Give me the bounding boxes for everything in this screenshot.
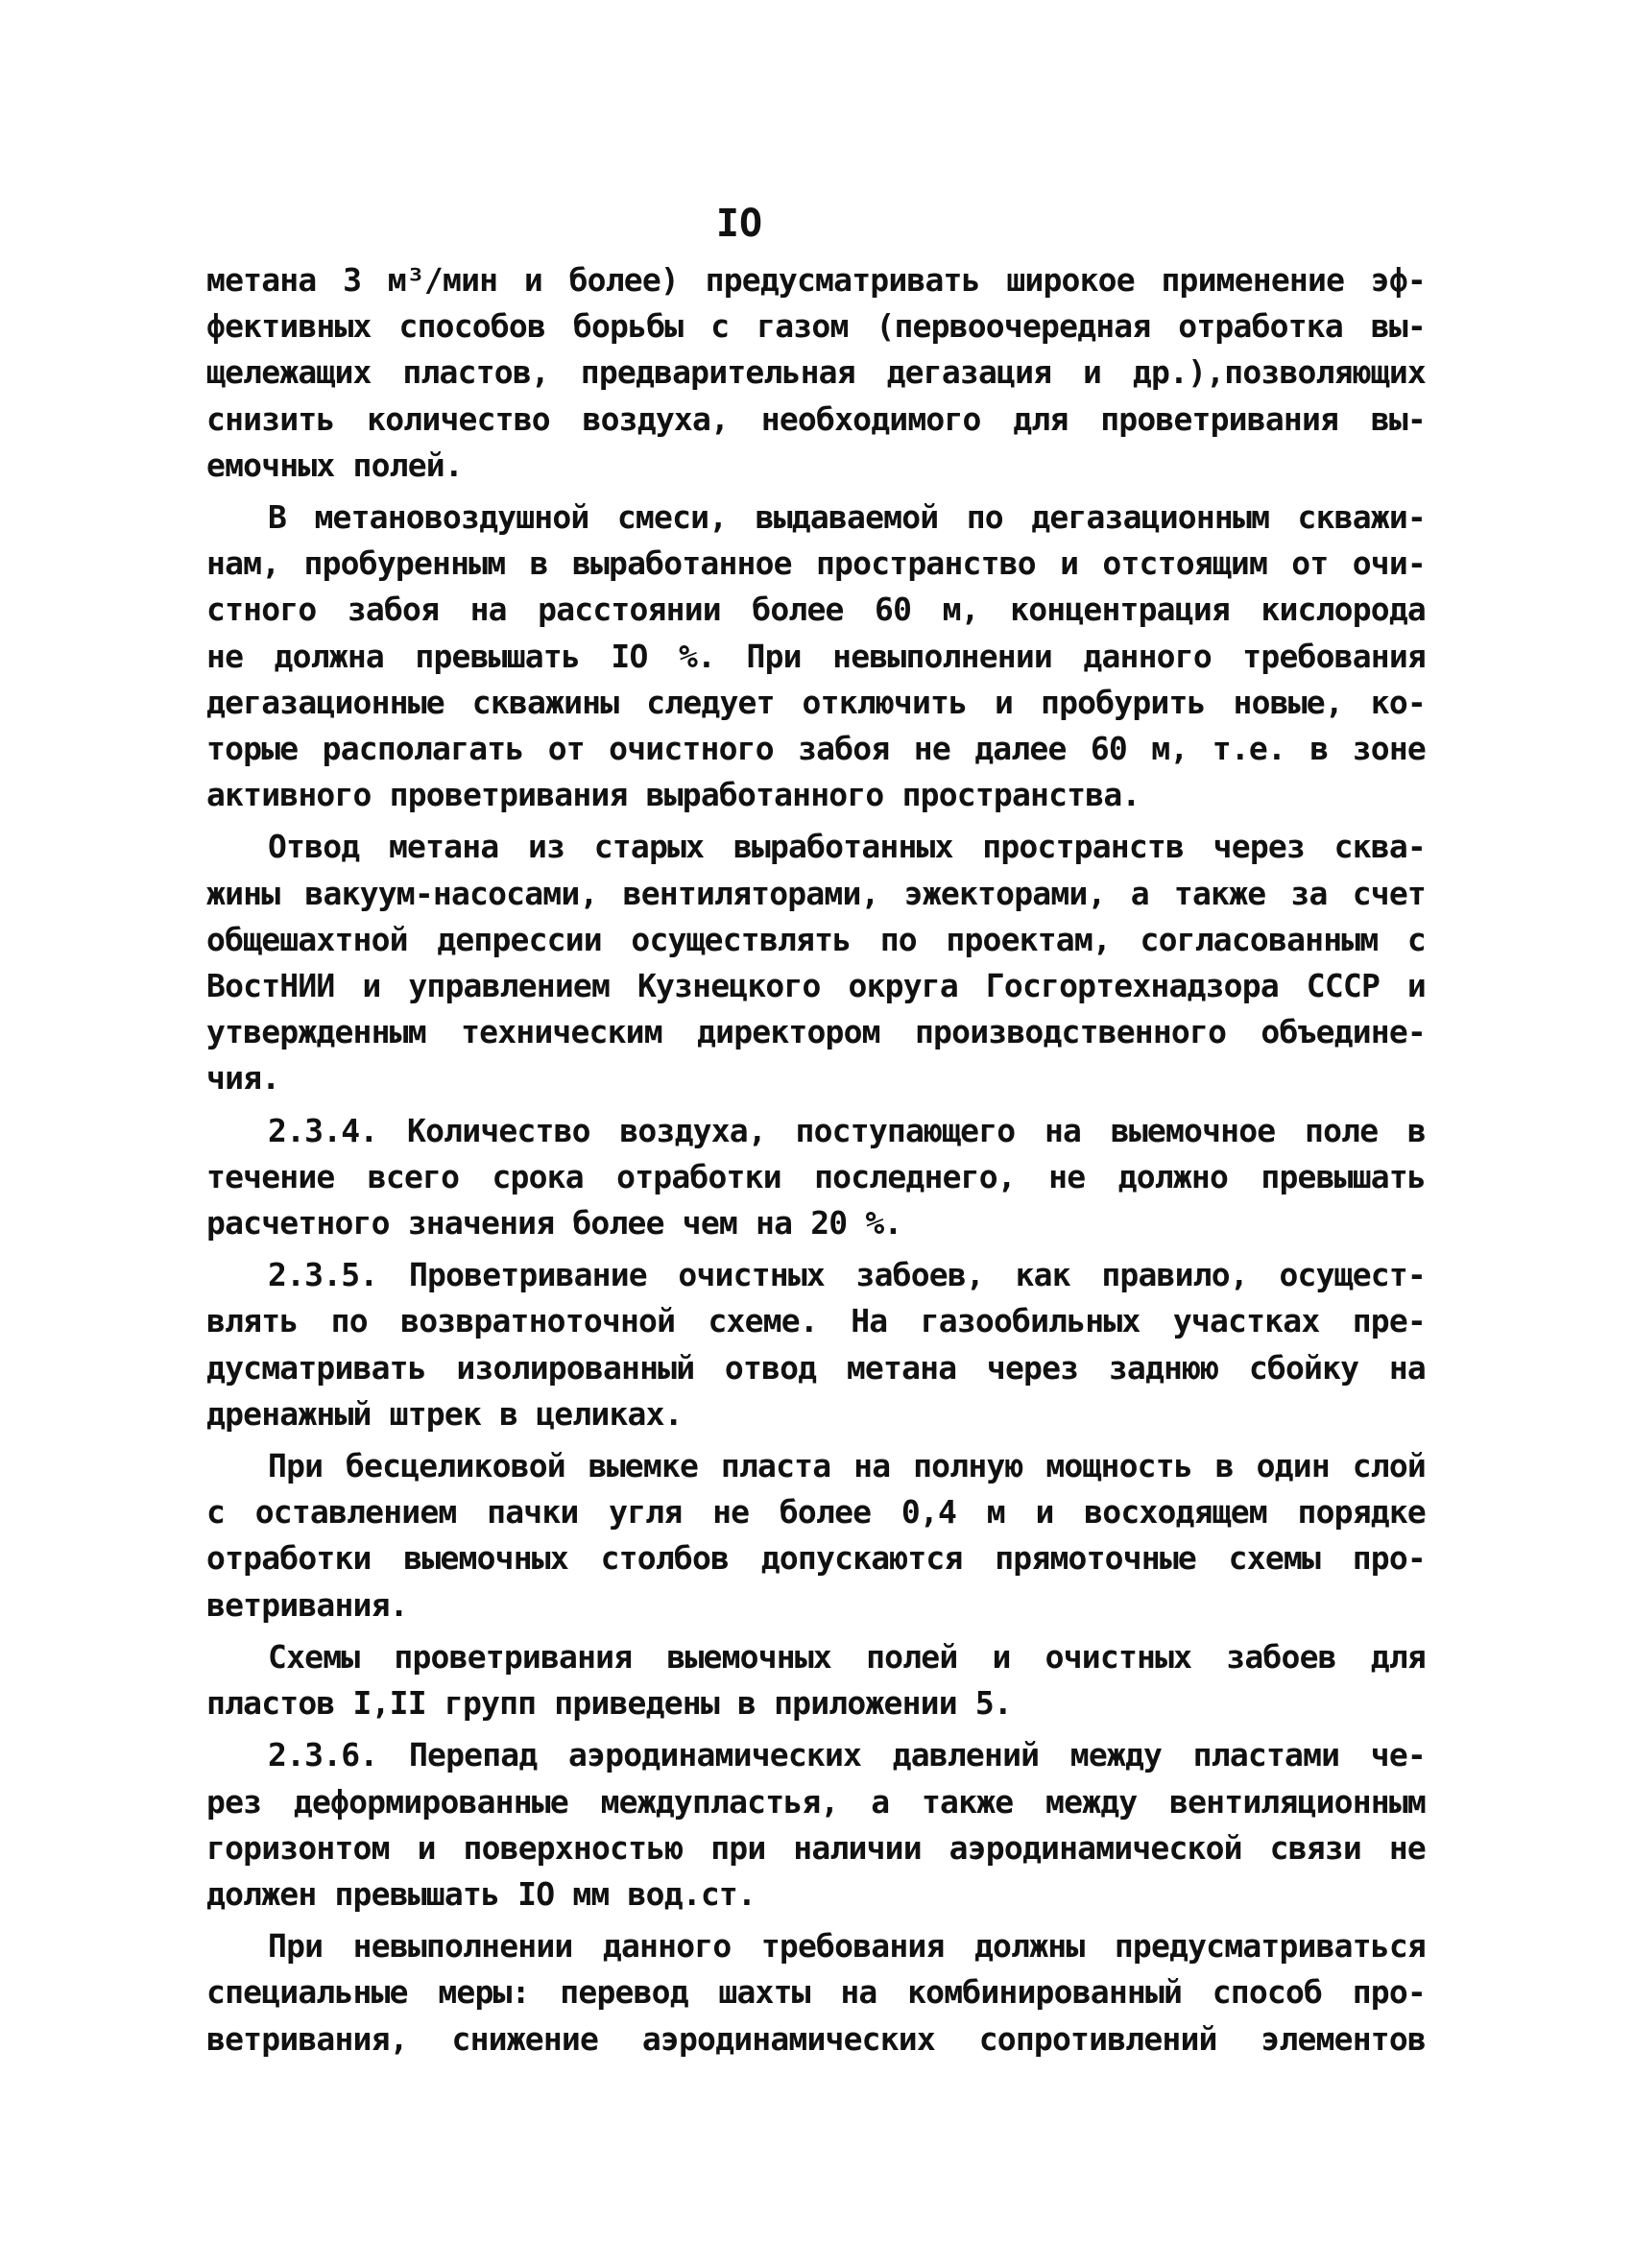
text-line: течение всего срока отработки последнего, не должно превышать [206,1157,1426,1195]
text-line: пластов I,II групп приведены в приложении 5. [206,1684,1012,1723]
paragraph-7 [206,1634,1426,1726]
text-line: 2.3.5. Проветривание очистных забоев, как правило, осущест- [268,1256,1426,1294]
paragraph-9 [206,1923,1426,2063]
text-line: снизить количество воздуха, необходимого для проветривания вы- [206,399,1426,438]
text-line: ВостНИИ и управлением Кузнецкого округа Госгортехнадзора СССР и [206,967,1426,1005]
page-number: IO [715,202,763,246]
text-line: чия. [206,1059,280,1098]
text-line: фективных способов борьбы с газом (первоочередная отработка вы- [206,307,1426,346]
text-line: 2.3.4. Количество воздуха, поступающего на выемочное поле в [268,1111,1426,1149]
text-line: специальные меры: перевод шахты на комбинированный способ про- [206,1973,1426,2012]
body-text [206,257,1426,2063]
text-line: торые располагать от очистного забоя не далее 60 м, т.е. в зоне [206,730,1426,768]
text-line: общешахтной депрессии осуществлять по проектам, согласованным с [206,920,1426,958]
text-line: Отвод метана из старых выработанных пространств через сква- [268,828,1426,866]
text-line: рез деформированные междупластья, а также между вентиляционным [206,1782,1426,1821]
text-line: метана 3 м³/мин и более) предусматривать широкое применение эф- [206,261,1426,299]
text-line: При бесцеликовой выемке пласта на полную мощность в один слой [268,1447,1426,1485]
paragraph-6 [206,1443,1426,1629]
text-line: ветривания, снижение аэродинамических сопротивлений элементов [206,2019,1426,2058]
text-line: В метановоздушной смеси, выдаваемой по дегазационным скважи- [268,498,1426,537]
paragraph-1 [206,257,1426,489]
paragraph-4 [206,1108,1426,1247]
text-line: горизонтом и поверхностью при наличии аэродинамической связи не [206,1828,1426,1867]
text-line: отработки выемочных столбов допускаются прямоточные схемы про- [206,1539,1426,1578]
text-line: активного проветривания выработанного пространства. [206,776,1141,814]
text-line: утвержденным техническим директором производственного объедине- [206,1013,1426,1051]
text-line: 2.3.6. Перепад аэродинамических давлений между пластами че- [268,1736,1426,1774]
text-line: ветривания. [206,1585,408,1624]
text-line: расчетного значения более чем на 20 %. [206,1204,902,1243]
text-line: емочных полей. [206,446,463,484]
paragraph-3 [206,824,1426,1101]
text-line: нам, пробуренным в выработанное пространство и отстоящим от очи- [206,544,1426,583]
text-line: дусматривать изолированный отвод метана через заднюю сбойку на [206,1348,1426,1387]
text-line: При невыполнении данного требования должны предусматриваться [268,1927,1426,1966]
text-line: Схемы проветривания выемочных полей и очистных забоев для [268,1637,1426,1676]
text-line: дегазационные скважины следует отключить и пробурить новые, ко- [206,683,1426,721]
text-line: должен превышать IO мм вод.ст. [206,1874,756,1913]
text-line: стного забоя на расстоянии более 60 м, концентрация кислорода [206,591,1426,629]
paragraph-8 [206,1732,1426,1918]
text-line: щележащих пластов, предварительная дегазация и др.),позволяющих [206,353,1426,392]
text-line: жины вакуум-насосами, вентиляторами, эжекторами, а также за счет [206,874,1426,912]
text-line: с оставлением пачки угля не более 0,4 м и восходящем порядке [206,1493,1426,1532]
text-line: дренажный штрек в целиках. [206,1394,683,1433]
paragraph-5 [206,1252,1426,1437]
text-line: влять по возвратноточной схеме. На газообильных участках пре- [206,1302,1426,1340]
paragraph-2 [206,495,1426,818]
text-line: не должна превышать IO %. При невыполнении данного требования [206,637,1426,675]
